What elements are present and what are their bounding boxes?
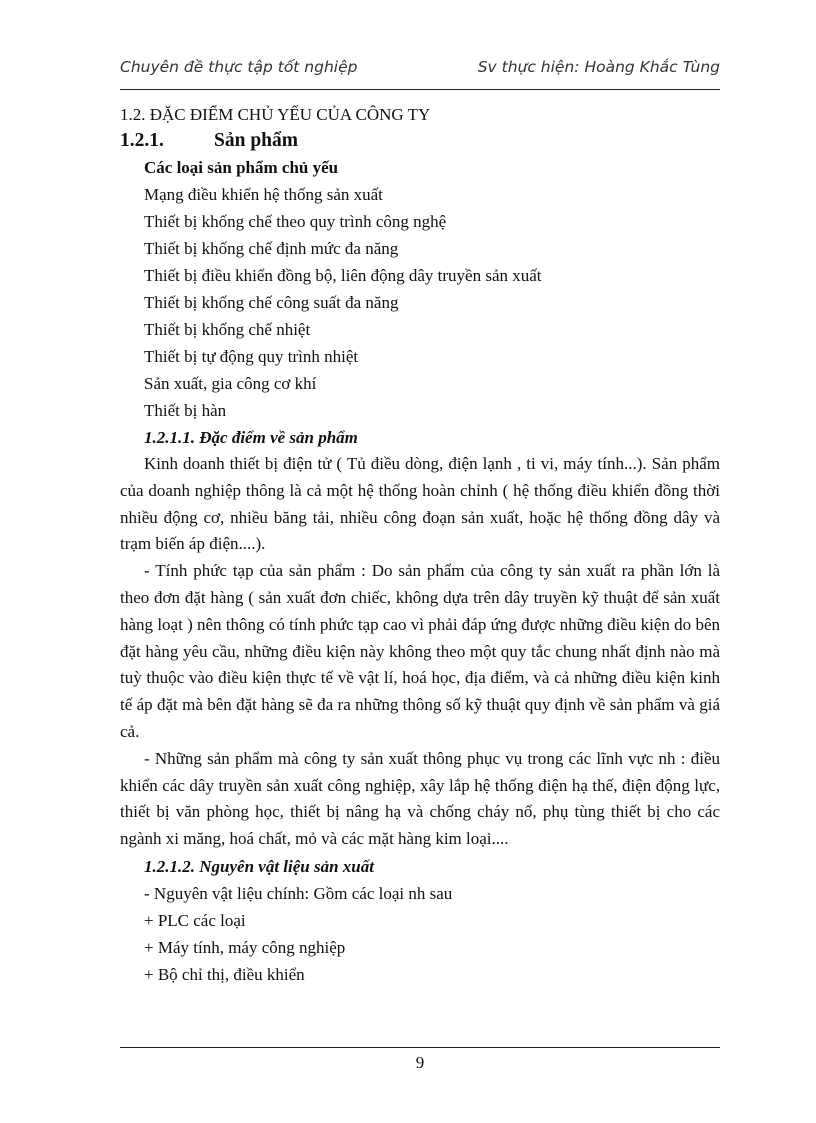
page-number: 9 — [415, 1053, 425, 1072]
subsection-heading — [120, 127, 720, 154]
header-right-text: Sv thực hiện: Hoàng Khắc Tùng — [477, 58, 720, 76]
products-heading: Các loại sản phẩm chủ yếu — [144, 158, 339, 177]
section-title: 1.2. ĐẶC ĐIỂM CHỦ YẾU CỦA CÔNG TY — [120, 105, 431, 124]
list-item: Thiết bị điều khiển đồng bộ, liên động dây truyền sản xuất — [144, 266, 542, 285]
list-item: - Nguyên vật liệu chính: Gồm các loại nh sau — [144, 883, 453, 903]
list-item: Thiết bị tự động quy trình nhiệt — [144, 347, 359, 366]
header-left-text: Chuyên đề thực tập tốt nghiệp — [120, 58, 358, 76]
subsection-title: Sản phẩm — [214, 130, 298, 151]
list-item: Sản xuất, gia công cơ khí — [144, 374, 317, 393]
list-item: + Máy tính, máy công nghiệp — [144, 937, 346, 957]
header-divider — [120, 89, 720, 90]
paragraph: - Những sản phẩm mà công ty sản xuất thông phục vụ trong các lĩnh vực nh : điều khiển các dây truyền sản xuất công nghiệp, xây lắp hệ thống điện hạ thế, điện động lực, thiết bị văn phòng học, thiết bị nâng hạ và chống cháy nổ, phụ tùng thiết bị cho các ngành xi măng, hoá chất, mỏ và các mặt hàng kim loại.... — [120, 748, 720, 849]
list-item: Thiết bị khống chế theo quy trình công nghệ — [144, 212, 447, 231]
paragraph: - Tính phức tạp của sản phẩm : Do sản phẩm của công ty sản xuất ra phần lớn là theo đơn đặt hàng ( sản xuất đơn chiếc, không dựa trên dây truyền kỹ thuật để sản xuất hàng loạt ) nên thông có tính phức tạp cao vì phải đáp ứng được những điều kiện do bên đặt hàng yêu cầu, những điều kiện này không theo một quy tắc chung nhất định nào mà tuỳ thuộc vào điều kiện thực tế về vật lí, hoá học, địa điểm, và cả những điều kiện kinh tế áp đặt mà bên đặt hàng sẽ đa ra những thông số kỹ thuật quy định về sản phẩm và giá cả. — [120, 561, 720, 741]
list-item: Thiết bị khống chế định mức đa năng — [144, 239, 399, 258]
list-item: Thiết bị khống chế công suất đa năng — [144, 293, 399, 312]
list-item: Thiết bị hàn — [144, 401, 227, 420]
subsection-number: 1.2.1. — [120, 130, 164, 151]
list-item: + PLC các loại — [144, 910, 246, 930]
page-header — [120, 50, 720, 76]
product-list — [120, 181, 720, 424]
paragraph: Kinh doanh thiết bị điện tử ( Tủ điều dòng, điện lạnh , ti vi, máy tính...). Sản phẩm của doanh nghiệp thông là cả một hệ thống hoàn chỉnh ( hệ thống điều khiển đồng thời nhiều động cơ, nhiều băng tải, nhiều công đoạn sản xuất, hoặc hệ thống đồng dây và trạm biến áp điện....). — [120, 454, 720, 554]
list-item: Thiết bị khống chế nhiệt — [144, 320, 311, 339]
materials-list — [120, 880, 720, 988]
footer-divider — [120, 1047, 720, 1048]
list-item: Mạng điều khiển hệ thống sản xuất — [144, 185, 383, 204]
list-item: + Bộ chỉ thị, điều khiển — [144, 964, 305, 984]
page-body — [120, 103, 720, 988]
features-heading: 1.2.1.1. Đặc điểm về sản phẩm — [144, 428, 358, 447]
materials-heading: 1.2.1.2. Nguyên vật liệu sản xuất — [144, 856, 374, 876]
